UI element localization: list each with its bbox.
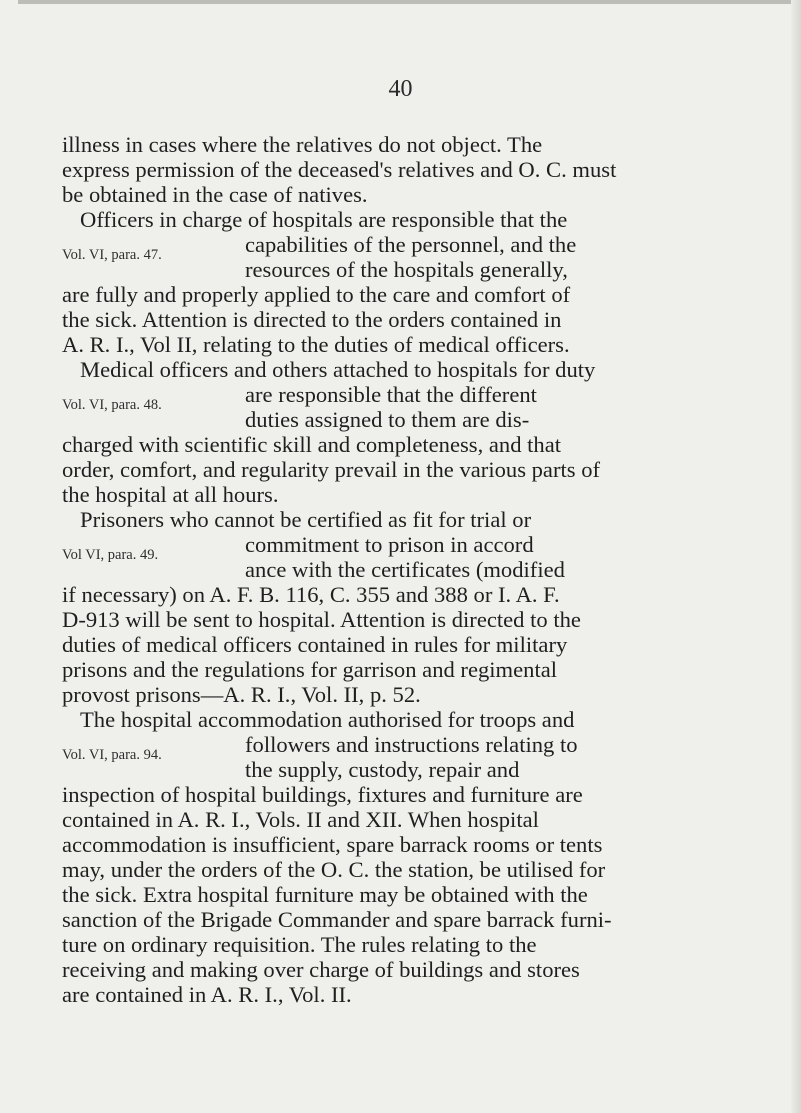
text-line: capabilities of the personnel, and the [245,232,577,257]
text-line: ance with the certificates (modified [245,557,565,582]
text-line: are fully and properly applied to the care and comfort of [62,282,571,307]
margin-note-4: Vol. VI, para. 94. [62,747,162,763]
paragraph-4 [62,507,776,707]
text-line: accommodation is insufficient, spare barrack rooms or tents [62,832,603,857]
page-number: 40 [388,76,413,102]
text-line: may, under the orders of the O. C. the station, be utilised for [62,857,606,882]
text-line: illness in cases where the relatives do not object. The [62,132,543,157]
text-line: Prisoners who cannot be certified as fit for trial or [80,507,532,532]
margin-note-1: Vol. VI, para. 47. [62,247,162,263]
paragraph-2 [62,207,776,357]
text-line: contained in A. R. I., Vols. II and XII. When hospital [62,807,539,832]
text-line: prisons and the regulations for garrison and regimental [62,657,558,682]
text-line: the sick. Attention is directed to the orders contained in [62,307,562,332]
text-line: D-913 will be sent to hospital. Attention is directed to the [62,607,581,632]
page-right-edge [791,0,801,1113]
text-line: charged with scientific skill and completeness, and that [62,432,562,457]
page-body [62,132,776,1007]
text-line: express permission of the deceased's relatives and O. C. must [62,157,617,182]
page-top-edge [18,0,801,4]
text-line: order, comfort, and regularity prevail in the various parts of [62,457,601,482]
text-line: are responsible that the different [245,382,537,407]
text-line: commitment to prison in accord [245,532,534,557]
text-line: inspection of hospital buildings, fixtures and furniture are [62,782,583,807]
text-line: be obtained in the case of natives. [62,182,368,207]
text-line: duties assigned to them are dis- [245,407,530,432]
text-line: are contained in A. R. I., Vol. II. [62,982,352,1007]
text-line: A. R. I., Vol II, relating to the duties of medical officers. [62,332,570,357]
text-line: provost prisons—A. R. I., Vol. II, p. 52. [62,682,421,707]
margin-note-3: Vol VI, para. 49. [62,547,159,563]
text-line: followers and instructions relating to [245,732,578,757]
text-line: the hospital at all hours. [62,482,279,507]
text-line: if necessary) on A. F. B. 116, C. 355 and 388 or I. A. F. [62,582,560,607]
margin-note-2: Vol. VI, para. 48. [62,397,162,413]
text-line: resources of the hospitals generally, [245,257,568,282]
text-line: sanction of the Brigade Commander and spare barrack furni- [62,907,612,932]
text-line: ture on ordinary requisition. The rules relating to the [62,932,537,957]
text-line: Officers in charge of hospitals are responsible that the [80,207,568,232]
paragraph-5 [62,707,776,1007]
text-line: duties of medical officers contained in rules for military [62,632,568,657]
text-line: The hospital accommodation authorised for troops and [80,707,575,732]
text-line: the sick. Extra hospital furniture may be obtained with the [62,882,588,907]
text-line: the supply, custody, repair and [245,757,520,782]
text-line: receiving and making over charge of buildings and stores [62,957,580,982]
paragraph-1 [62,132,776,207]
paragraph-3 [62,357,776,507]
text-line: Medical officers and others attached to hospitals for duty [80,357,596,382]
